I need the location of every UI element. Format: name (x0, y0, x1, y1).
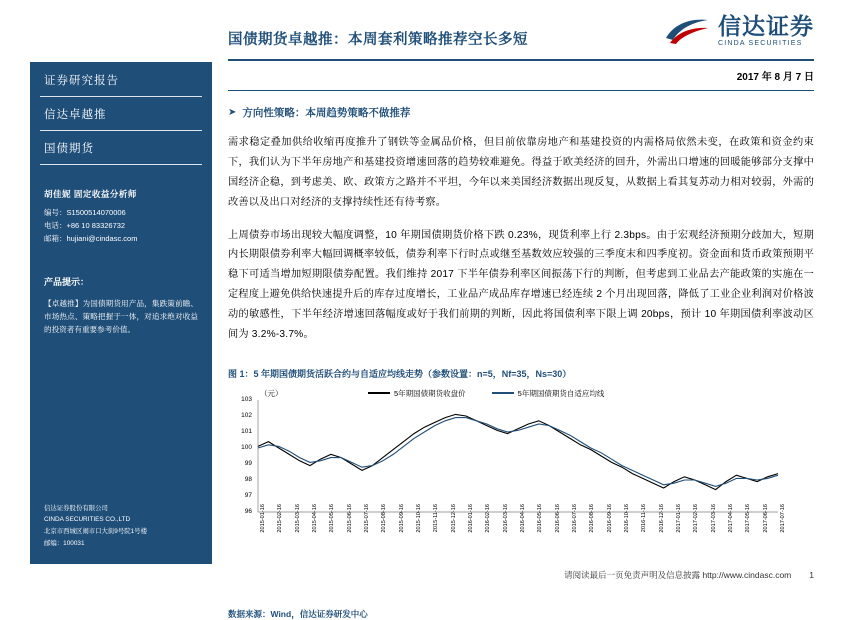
title-divider (228, 59, 814, 61)
sidebar (30, 62, 212, 564)
chart-plot-area (228, 396, 788, 516)
paragraph-1: 需求稳定叠加供给收缩再度推升了钢铁等金属品价格，但目前依靠房地产和基建投资的内需格局依然未变，在政策和资金约束下，我们认为下半年房地产和基建投资增速回落的趋势较难避免。得益于欧美经济的回升，外需出口增速的回暖能够部分支撑中国经济企稳，到考虑美、欧、政策方之路并不平坦，今年以来美国经济数据出现反复，从数据上看其复苏动力相对较弱，外需的改善以及出口对经济的支撑持续性还有待考察。 (228, 137, 814, 208)
chart-x-tick: 2016-03-16 (502, 503, 509, 533)
legend-label-price: 5年期国债期货收盘价 (394, 388, 466, 398)
chart-x-tick: 2016-08-16 (589, 503, 596, 533)
chart-x-tick: 2015-06-16 (346, 503, 353, 533)
sidebar-divider (40, 164, 202, 165)
chart-y-tick: 97 (244, 491, 252, 499)
chart-y-tick: 100 (241, 443, 252, 451)
page-footer (228, 569, 814, 581)
chart-x-tick: 2015-12-16 (450, 503, 457, 533)
arrow-right-icon: ➤ (228, 106, 237, 118)
chart-x-tick: 2016-05-16 (537, 503, 544, 533)
chart-y-tick: 96 (244, 507, 252, 515)
chart-x-tick: 2015-07-16 (364, 503, 370, 533)
report-date: 2017 年 8 月 7 日 (736, 72, 814, 83)
company-address (44, 503, 147, 550)
chart-x-tick: 2017-03-16 (710, 503, 717, 533)
company-name-en: CINDA SECURITIES CO.,LTD (44, 516, 131, 524)
chart-x-tick: 2017-06-16 (762, 503, 769, 533)
analyst-cert: 编号：S1500514070006 (44, 207, 126, 217)
chart-x-tick: 2016-12-16 (658, 503, 665, 533)
company-address-line: 北京市西城区闹市口大街9号院1号楼 (44, 528, 147, 536)
chart-y-tick: 101 (241, 427, 252, 435)
chart-y-tick: 103 (241, 395, 252, 403)
chart-x-tick: 2015-02-16 (277, 503, 284, 533)
chart-x-tick: 2016-04-16 (520, 503, 526, 533)
chart-x-tick: 2016-02-16 (485, 503, 492, 533)
product-note-title: 产品提示： (44, 277, 90, 288)
section-heading-text: 方向性策略：本周趋势策略不做推荐 (242, 107, 411, 119)
page-number: 1 (809, 570, 814, 580)
legend-label-ma: 5年期国债期货自适应均线 (517, 388, 605, 398)
sidebar-item-zhuoyuetui[interactable]: 信达卓越推 (44, 109, 107, 121)
analyst-name: 胡佳妮 固定收益分析师 (44, 189, 137, 199)
chart-y-tick: 99 (244, 459, 252, 467)
chart-y-tick: 102 (241, 411, 252, 419)
analyst-info (44, 187, 198, 245)
legend-swatch-icon (492, 392, 514, 394)
logo-text-en: CINDA SECURITIES (718, 40, 803, 48)
legend-swatch-icon (368, 392, 390, 394)
chart-x-axis (258, 503, 786, 554)
source-note: 数据来源：Wind，信达证券研发中心 (228, 608, 368, 619)
footer-disclaimer[interactable]: 请阅读最后一页免责声明及信息披露 http://www.cindasc.com (564, 570, 792, 580)
company-postcode: 邮编：100031 (44, 540, 85, 548)
analyst-email: 邮箱：hujiani@cindasc.com (44, 234, 138, 244)
sidebar-divider (40, 130, 202, 131)
chart-x-tick: 2017-07-16 (780, 503, 786, 533)
header-divider (228, 90, 814, 91)
line-chart (228, 386, 788, 556)
chart-y-tick: 98 (244, 475, 252, 483)
figure-caption: 图 1：5 年期国债期货活跃合约与自适应均线走势（参数设置：n=5，Nf=35，Ns=30） (228, 368, 572, 379)
chart-x-tick: 2017-05-16 (745, 503, 752, 533)
sidebar-item-guozhaiqihuo[interactable]: 国债期货 (44, 143, 94, 155)
product-note-text: 【卓越推】为国债期货用产品，集跌策前瞻、市场热点、策略把握于一体，对追求绝对收益的投资者有重要参考价值。 (44, 298, 198, 335)
sidebar-divider (40, 96, 202, 97)
chart-x-tick: 2015-04-16 (312, 503, 318, 533)
chart-x-tick: 2017-04-16 (728, 503, 734, 533)
chart-x-tick: 2015-11-16 (433, 503, 440, 533)
page-title: 国债期货卓越推：本周套利策略推荐空长多短 (228, 32, 528, 48)
chart-x-tick: 2015-09-16 (398, 503, 405, 533)
sidebar-title: 证券研究报告 (44, 75, 119, 87)
chart-x-tick: 2016-06-16 (554, 503, 561, 533)
chart-x-tick: 2017-01-16 (676, 503, 682, 533)
chart-x-tick: 2016-07-16 (572, 503, 578, 533)
chart-x-tick: 2016-01-16 (468, 503, 474, 533)
chart-x-tick: 2015-05-16 (329, 503, 336, 533)
chart-x-tick: 2015-08-16 (381, 503, 388, 533)
product-note (44, 275, 198, 336)
chart-x-tick: 2015-01-16 (260, 503, 266, 533)
chart-x-tick: 2016-11-16 (641, 503, 648, 533)
chart-x-tick: 2015-10-16 (416, 503, 422, 533)
company-name-cn: 信达证券股份有限公司 (44, 504, 108, 512)
section-heading (228, 105, 814, 120)
chart-x-tick: 2016-10-16 (624, 503, 630, 533)
chart-x-tick: 2016-09-16 (606, 503, 613, 533)
paragraph-2: 上周债券市场出现较大幅度调整，10 年期国债期货价格下跌 0.23%，现货利率上行 2.3bps。由于宏观经济预期分歧加大，短期内长期限债券利率大幅回调概率较低，债券利率下行时点或继至基数效应较强的三季度末和四季度初。资金面和货币政策预期平稳下可适当增加短期限债券配置。我们维持 2017 下半年债券利率区间振荡下行的判断，但考虑到工业品去产能政策的实施在一定程度上避免供给快速提升后的库存过度增长，工业品产成品库存增速已经连续 2 个月出现回落，降低了工业企业利润对价格波动的敏感性，下半年经济增速回落幅度或好于我们前期的判断，因此将国债利率下限上调 20bps，预计 10 年期国债利率波动区间为 3.2%-3.7%。 (228, 229, 814, 341)
chart-unit-label: （元） (260, 388, 283, 398)
main-content (228, 28, 814, 620)
analyst-phone: 电话：+86 10 83326732 (44, 221, 126, 230)
chart-x-tick: 2017-02-16 (693, 503, 700, 533)
logo-text-cn: 信达证券 (718, 13, 814, 39)
chart-x-tick: 2015-03-16 (294, 503, 301, 533)
